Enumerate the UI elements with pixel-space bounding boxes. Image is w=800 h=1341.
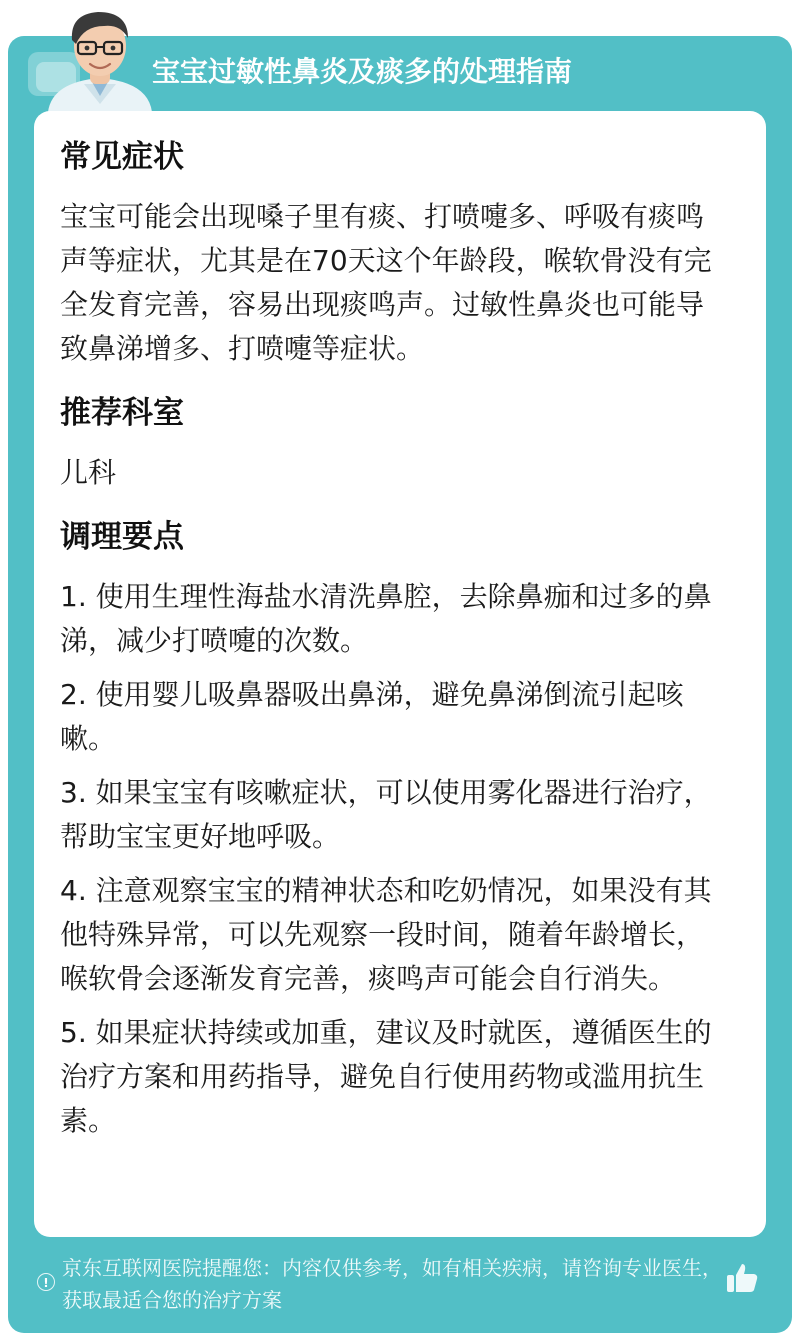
department-text: 儿科 [60,456,117,489]
symptoms-text: 宝宝可能会出现嗓子里有痰、打喷嚏多、呼吸有痰鸣声等症状，尤其是在70天这个年龄段，喉软骨没有完全发育完善，容易出现痰鸣声。过敏性鼻炎也可能导致鼻涕增多、打喷嚏等症状。 [60,200,712,365]
doctor-avatar-icon [40,4,160,112]
page-title: 宝宝过敏性鼻炎及痰多的处理指南 [152,55,573,88]
care-item: 1. 使用生理性海盐水清洗鼻腔，去除鼻痂和过多的鼻涕，减少打喷嚏的次数。 [60,580,712,657]
care-item: 4. 注意观察宝宝的精神状态和吃奶情况，如果没有其他特殊异常，可以先观察一段时间，随着年龄增长，喉软骨会逐渐发育完善，痰鸣声可能会自行消失。 [60,874,712,995]
symptoms-heading: 常见症状 [60,139,184,175]
disclaimer-text: 京东互联网医院提醒您：内容仅供参考，如有相关疾病，请咨询专业医生，获取最适合您的治疗方案 [62,1256,722,1312]
care-item: 5. 如果症状持续或加重，建议及时就医，遵循医生的治疗方案和用药指导，避免自行使用药物或滥用抗生素。 [60,1016,712,1137]
care-item: 3. 如果宝宝有咳嗽症状，可以使用雾化器进行治疗，帮助宝宝更好地呼吸。 [60,776,712,853]
thumbs-up-icon[interactable] [724,1260,760,1296]
department-heading: 推荐科室 [60,395,184,431]
care-heading: 调理要点 [60,519,184,555]
care-item: 2. 使用婴儿吸鼻器吸出鼻涕，避免鼻涕倒流引起咳嗽。 [60,678,684,755]
info-icon: ! [37,1273,55,1291]
content-card [34,111,766,1237]
article-content [60,133,728,1143]
